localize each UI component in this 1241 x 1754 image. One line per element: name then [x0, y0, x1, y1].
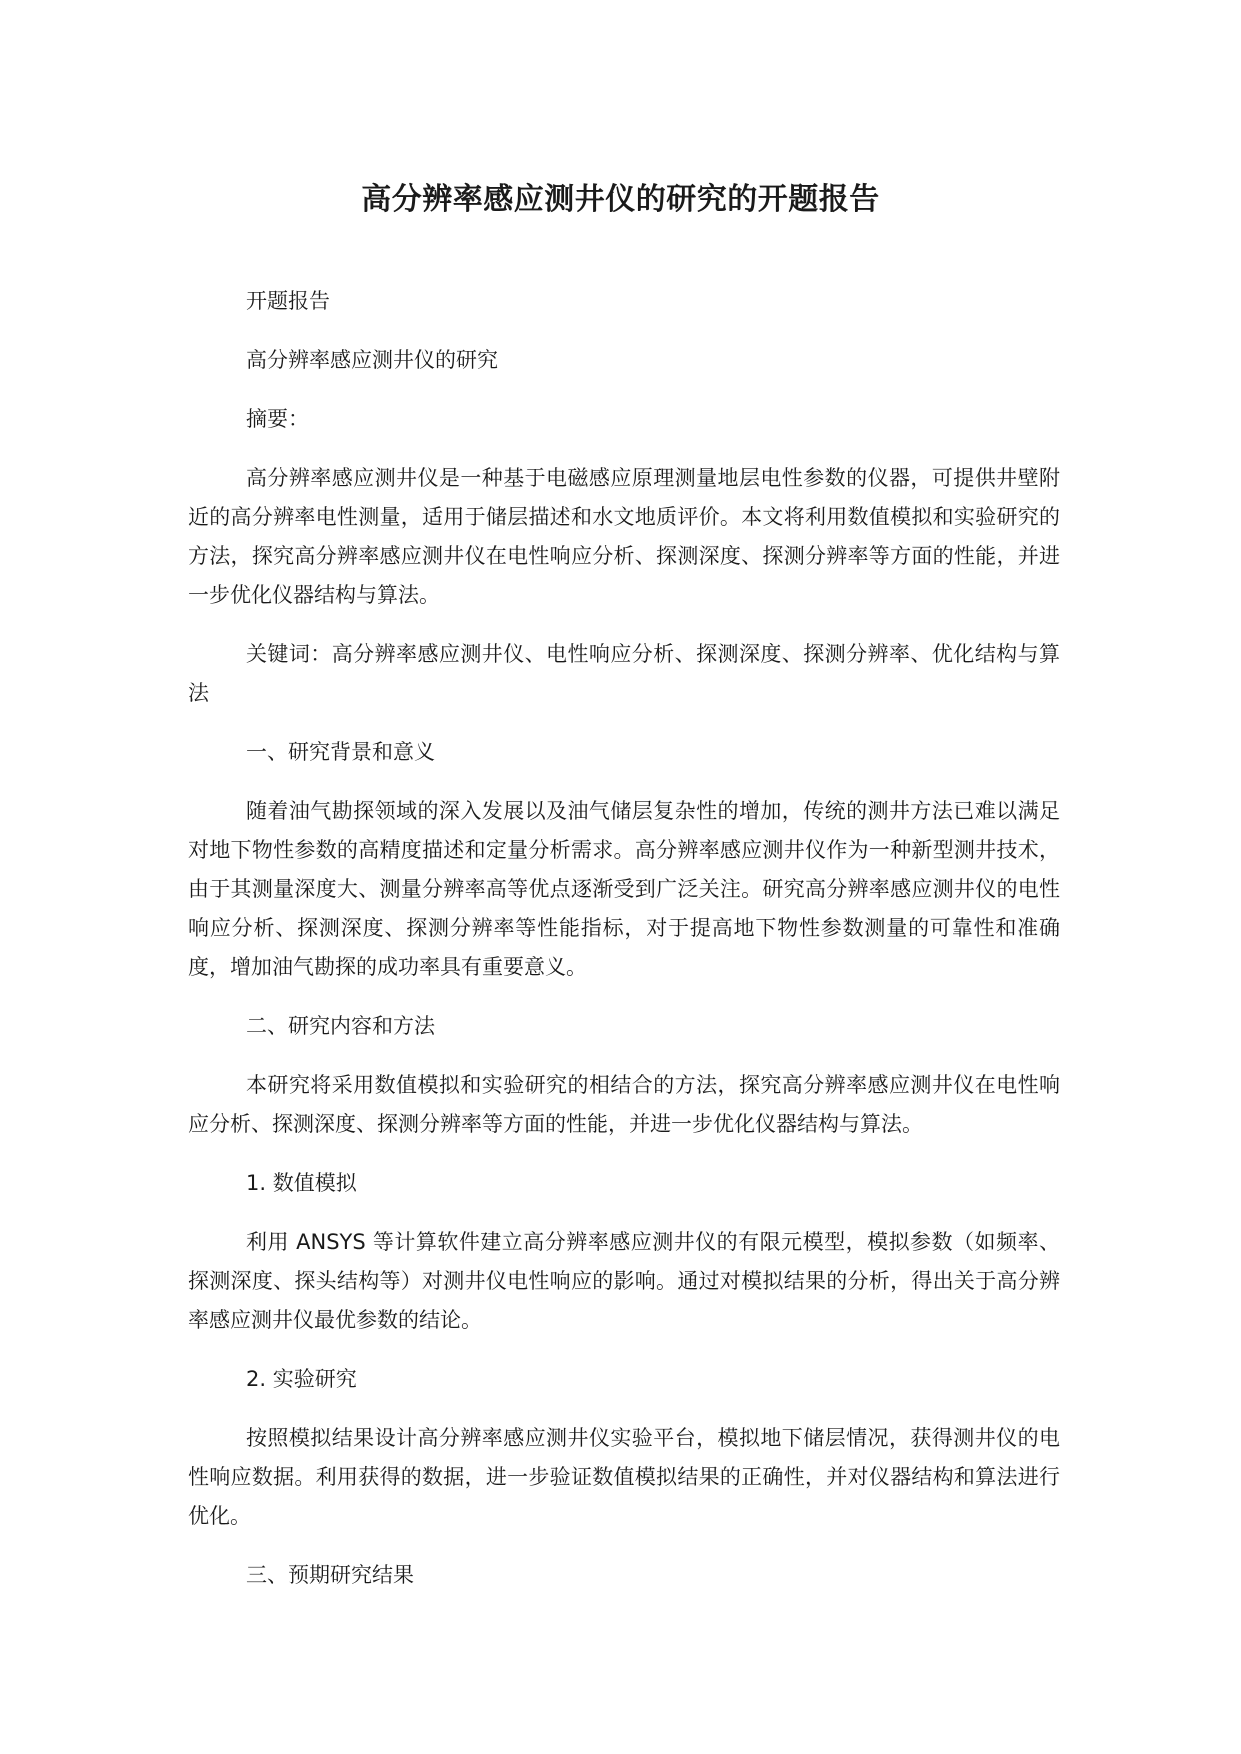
subtitle: 高分辨率感应测井仪的研究 — [246, 348, 498, 372]
section-label: 开题报告 — [246, 289, 330, 313]
simulation-paragraph: 利用 ANSYS 等计算软件建立高分辨率感应测井仪的有限元模型，模拟参数（如频率、探测深度、探头结构等）对测井仪电性响应的影响。通过对模拟结果的分析，得出关于高分辨率感应测井仪最优参数的结论。 — [188, 1230, 1060, 1332]
abstract-paragraph: 高分辨率感应测井仪是一种基于电磁感应原理测量地层电性参数的仪器，可提供井壁附近的高分辨率电性测量，适用于储层描述和水文地质评价。本文将利用数值模拟和实验研究的方法，探究高分辨率感应测井仪在电性响应分析、探测深度、探测分辨率等方面的性能，并进一步优化仪器结构与算法。 — [188, 466, 1060, 607]
document-title: 高分辨率感应测井仪的研究的开题报告 — [361, 182, 880, 217]
section-heading-methods: 二、研究内容和方法 — [246, 1014, 435, 1038]
subsection-heading-experiment: 2. 实验研究 — [246, 1367, 357, 1391]
section-heading-background: 一、研究背景和意义 — [246, 740, 435, 764]
background-paragraph: 随着油气勘探领域的深入发展以及油气储层复杂性的增加，传统的测井方法已难以满足对地下物性参数的高精度描述和定量分析需求。高分辨率感应测井仪作为一种新型测井技术，由于其测量深度大、测量分辨率高等优点逐渐受到广泛关注。研究高分辨率感应测井仪的电性响应分析、探测深度、探测分辨率等性能指标，对于提高地下物性参数测量的可靠性和准确度，增加油气勘探的成功率具有重要意义。 — [188, 799, 1060, 979]
methods-paragraph: 本研究将采用数值模拟和实验研究的相结合的方法，探究高分辨率感应测井仪在电性响应分析、探测深度、探测分辨率等方面的性能，并进一步优化仪器结构与算法。 — [188, 1073, 1060, 1136]
keywords-paragraph: 关键词：高分辨率感应测井仪、电性响应分析、探测深度、探测分辨率、优化结构与算法 — [188, 642, 1060, 705]
abstract-heading: 摘要： — [246, 407, 309, 431]
experiment-paragraph: 按照模拟结果设计高分辨率感应测井仪实验平台，模拟地下储层情况，获得测井仪的电性响应数据。利用获得的数据，进一步验证数值模拟结果的正确性，并对仪器结构和算法进行优化。 — [188, 1426, 1060, 1528]
document-body — [188, 282, 1060, 1615]
section-heading-expected-results: 三、预期研究结果 — [246, 1563, 414, 1587]
subsection-heading-simulation: 1. 数值模拟 — [246, 1171, 357, 1195]
